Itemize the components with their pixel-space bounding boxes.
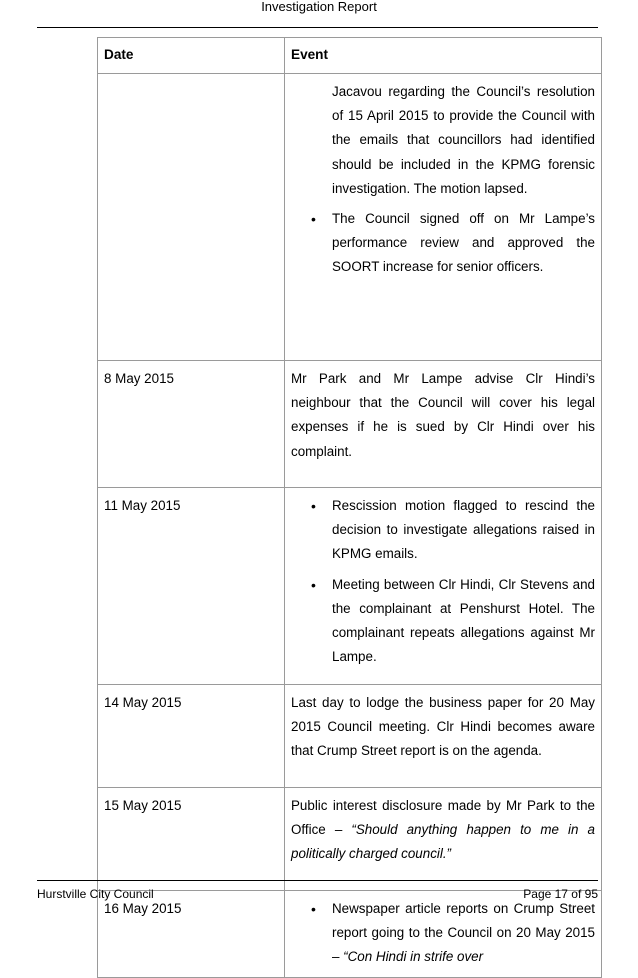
row-date: 8 May 2015 xyxy=(98,361,285,488)
page-header: Investigation Report xyxy=(261,0,377,14)
event-text: Mr Park and Mr Lampe advise Clr Hindi’s neighbour that the Council will cover his legal expenses if he is sued by Clr Hindi over his complaint. xyxy=(291,371,595,459)
event-bullet-list xyxy=(291,494,595,669)
row-date: 11 May 2015 xyxy=(98,488,285,685)
list-item: • The Council signed off on Mr Lampe’s performance review and approved the SOORT increase for senior officers. xyxy=(291,207,595,280)
table-row xyxy=(98,788,602,891)
event-bullet-list xyxy=(291,80,595,280)
row-event xyxy=(285,488,602,685)
row-event xyxy=(285,685,602,788)
table-header-row xyxy=(98,38,602,74)
event-quote: “Con Hindi in strife over xyxy=(343,949,484,965)
event-bullet-list xyxy=(291,897,595,970)
list-item: Jacavou regarding the Council’s resolution of 15 April 2015 to provide the Council with the emails that councillors had identified should be included in the KPMG forensic investigation. The motion lapsed. xyxy=(332,84,595,196)
page-number: Page 17 of 95 xyxy=(523,887,598,901)
row-date: 16 May 2015 xyxy=(98,891,285,978)
event-text-main: Newspaper article reports on Crump Street report going to the Council on 20 May 2015 – xyxy=(332,901,595,965)
event-column-header: Event xyxy=(285,38,602,74)
row-event xyxy=(285,891,602,978)
list-item xyxy=(291,897,595,970)
table-row xyxy=(98,488,602,685)
row-date: 14 May 2015 xyxy=(98,685,285,788)
row-event xyxy=(285,788,602,891)
date-column-header: Date xyxy=(98,38,285,74)
row-date: 15 May 2015 xyxy=(98,788,285,891)
events-table xyxy=(97,37,602,978)
footer-organization: Hurstville City Council xyxy=(37,887,154,901)
table-row xyxy=(98,891,602,978)
table-row xyxy=(98,74,602,361)
list-item: • Meeting between Clr Hindi, Clr Stevens and the complainant at Penshurst Hotel. The complainant repeats allegations against Mr Lampe. xyxy=(291,573,595,670)
header-rule xyxy=(37,27,598,28)
row-date xyxy=(98,74,285,361)
event-quote: “Should anything happen to me in a politically charged council.” xyxy=(291,822,595,862)
table-row xyxy=(98,361,602,488)
row-event xyxy=(285,361,602,488)
row-event xyxy=(285,74,602,361)
footer-rule xyxy=(37,880,598,881)
table-row xyxy=(98,685,602,788)
event-text: Last day to lodge the business paper for 20 May 2015 Council meeting. Clr Hindi becomes aware that Crump Street report is on the agenda. xyxy=(291,695,595,759)
list-item: • Rescission motion flagged to rescind the decision to investigate allegations raised in KPMG emails. xyxy=(291,494,595,567)
event-text xyxy=(291,794,595,867)
event-text-main: Public interest disclosure made by Mr Park to the Office – xyxy=(291,798,595,838)
